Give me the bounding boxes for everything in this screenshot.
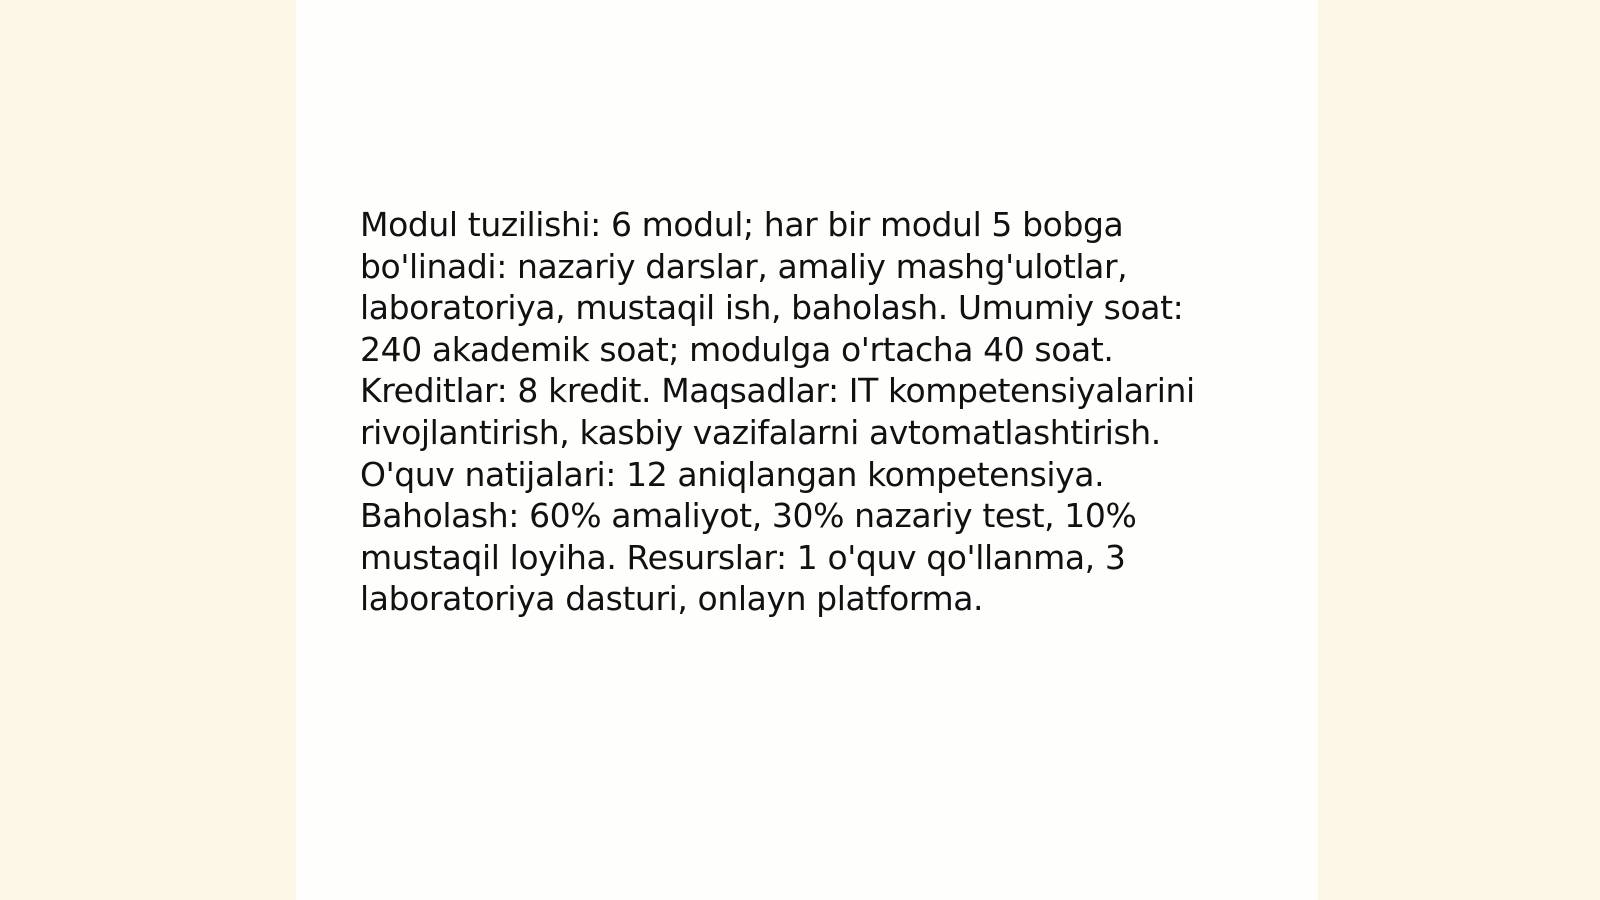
paragraph-line: Baholash: 60% amaliyot, 30% nazariy test, 10%: [360, 496, 1137, 536]
paragraph-line: laboratoriya dasturi, onlayn platforma.: [360, 579, 984, 619]
body-paragraph: [360, 204, 1240, 620]
paragraph-line: Modul tuzilishi: 6 modul; har bir modul 5 bobga: [360, 205, 1124, 244]
paragraph-line: mustaqil loyiha. Resurslar: 1 o'quv qo'llanma, 3: [360, 537, 1126, 577]
paragraph-line: laboratoriya, mustaqil ish, baholash. Umumiy soat:: [360, 288, 1184, 328]
paragraph-line: Kreditlar: 8 kredit. Maqsadlar: IT kompetensiyalarini: [360, 371, 1195, 411]
document-page: [296, 0, 1318, 900]
paragraph-line: O'quv natijalari: 12 aniqlangan kompetensiya.: [360, 454, 1105, 494]
paragraph-line: 240 akademik soat; modulga o'rtacha 40 soat.: [360, 329, 1114, 369]
paragraph-line: rivojlantirish, kasbiy vazifalarni avtomatlashtirish.: [360, 412, 1161, 452]
paragraph-line: bo'linadi: nazariy darslar, amaliy mashg'ulotlar,: [360, 246, 1128, 286]
